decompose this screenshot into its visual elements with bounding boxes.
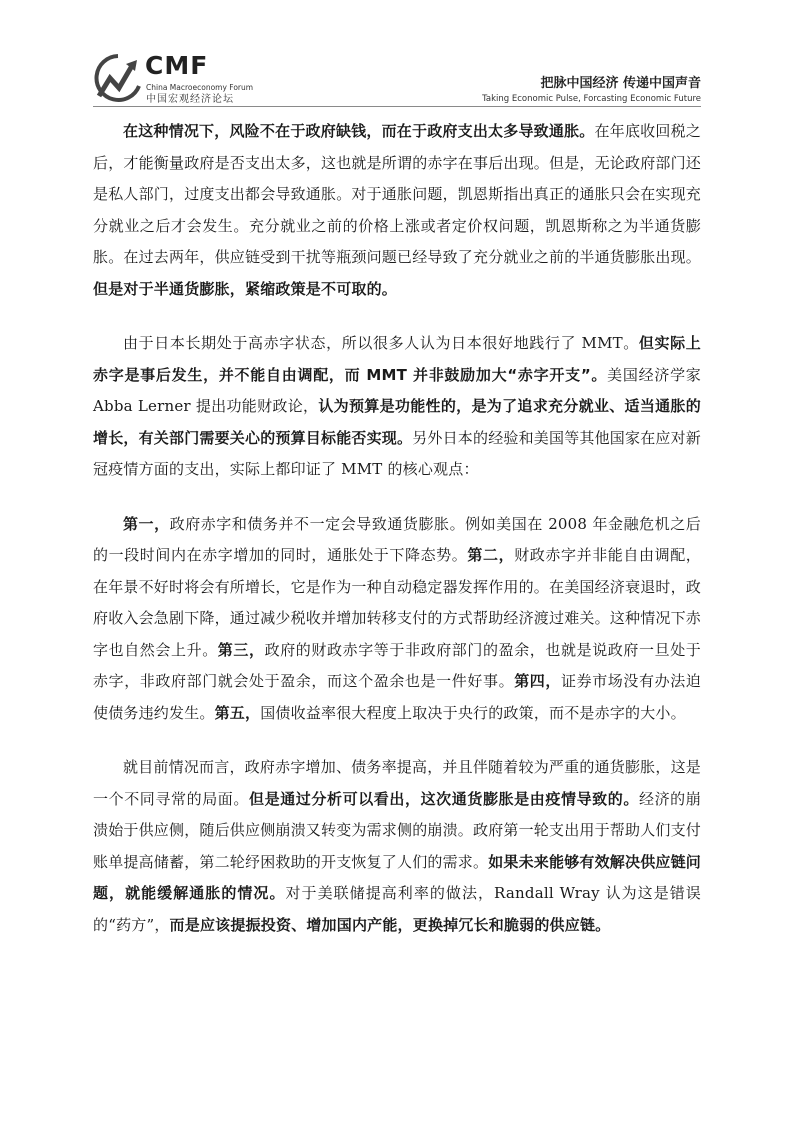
bold-text: 第四， <box>514 672 561 690</box>
bold-text: 第三， <box>217 640 265 659</box>
page-header <box>0 0 793 112</box>
bold-text: 如果未来能够有效解决供应链问题，就能缓解通胀的情况。 <box>93 852 702 902</box>
article-body <box>93 116 701 941</box>
paragraph <box>93 752 701 941</box>
bold-text: 第五， <box>214 703 261 722</box>
text-run: 政府的财政赤字等于非政府部门的盈余，也就是说政府一旦处于赤字，非政府部门就会处于盈余，而这个盈余也是一件好事。 <box>93 640 701 690</box>
slogan-cn: 把脉中国经济 传递中国声音 <box>540 76 701 91</box>
text-run: 另外日本的经验和美国等其他国家在应对新冠疫情方面的支出，实际上都印证了 MMT 的核心观点： <box>93 428 702 478</box>
logo-subtitle-cn: 中国宏观经济论坛 <box>146 94 234 105</box>
logo-title: CMF <box>145 51 209 80</box>
text-run: 经济的崩溃始于供应侧，随后供应侧崩溃又转变为需求侧的崩溃。政府第一轮支出用于帮助人们支付账单提高储蓄，第二轮纾困救助的开支恢复了人们的需求。 <box>93 789 702 871</box>
text-run: 就目前情况而言，政府赤字增加、债务率提高，并且伴随着较为严重的通货膨胀，这是一个不同寻常的局面。 <box>93 758 701 808</box>
bold-text: 而是应该提振投资、增加国内产能，更换掉冗长和脆弱的供应链。 <box>169 915 611 934</box>
cmf-mountain-icon <box>93 52 143 108</box>
header-slogan <box>482 76 701 105</box>
bold-text: 第二， <box>467 546 515 564</box>
bold-text: 但是对于半通货膨胀，紧缩政策是不可取的。 <box>93 279 398 298</box>
logo-subtitle-en: China Macroeconomy Forum <box>146 83 254 92</box>
paragraph <box>93 509 701 730</box>
paragraph <box>93 328 701 486</box>
cmf-logo <box>93 52 293 110</box>
slogan-en: Taking Economic Pulse, Forcasting Economic Future <box>482 94 701 104</box>
paragraph <box>93 116 701 305</box>
bold-text: 认为预算是功能性的，是为了追求充分就业、适当通胀的增长，有关部门需要关心的预算目标能否实现。 <box>93 397 701 447</box>
text-run: 美国经济学家 Abba Lerner 提出功能财政论， <box>93 365 701 415</box>
text-run: 财政赤字并非能自由调配，在年景不好时将会有所增长，它是作为一种自动稳定器发挥作用的。在美国经济衰退时，政府收入会急剧下降，通过减少税收并增加转移支付的方式帮助经济渡过难关。这种情况下赤字也自然会上升。 <box>93 546 702 659</box>
header-divider <box>93 106 701 107</box>
bold-text: 但是通过分析可以看出，这次通货膨胀是由疫情导致的。 <box>249 789 639 808</box>
text-run: 政府赤字和债务并不一定会导致通货膨胀。例如美国在 2008 年金融危机之后的一段时间内在赤字增加的同时，通胀处于下降态势。 <box>93 514 701 564</box>
bold-text: 第一， <box>123 514 170 533</box>
text-run: 由于日本长期处于高赤字状态，所以很多人认为日本很好地践行了 MMT。 <box>123 334 639 352</box>
text-run: 国债收益率很大程度上取决于央行的政策，而不是赤字的大小。 <box>260 703 686 722</box>
text-run: 在年底收回税之后，才能衡量政府是否支出太多，这也就是所谓的赤字在事后出现。但是，无论政府部门还是私人部门，过度支出都会导致通胀。对于通胀问题，凯恩斯指出真正的通胀只会在实现充分就业之后才会发生。充分就业之前的价格上涨或者定价权问题，凯恩斯称之为半通货膨胀。在过去两年，供应链受到干扰等瓶颈问题已经导致了充分就业之前的半通货膨胀出现。 <box>93 122 702 266</box>
bold-text: 在这种情况下，风险不在于政府缺钱，而在于政府支出太多导致通胀。 <box>123 122 595 140</box>
text-run: 对于美联储提高利率的做法，Randall Wray 认为这是错误的“药方”， <box>93 884 702 934</box>
bold-text: 但实际上赤字是事后发生，并不能自由调配，而 MMT 并非鼓励加大“赤字开支”。 <box>93 334 701 384</box>
text-run: 证券市场没有办法迫使债务违约发生。 <box>93 672 701 722</box>
